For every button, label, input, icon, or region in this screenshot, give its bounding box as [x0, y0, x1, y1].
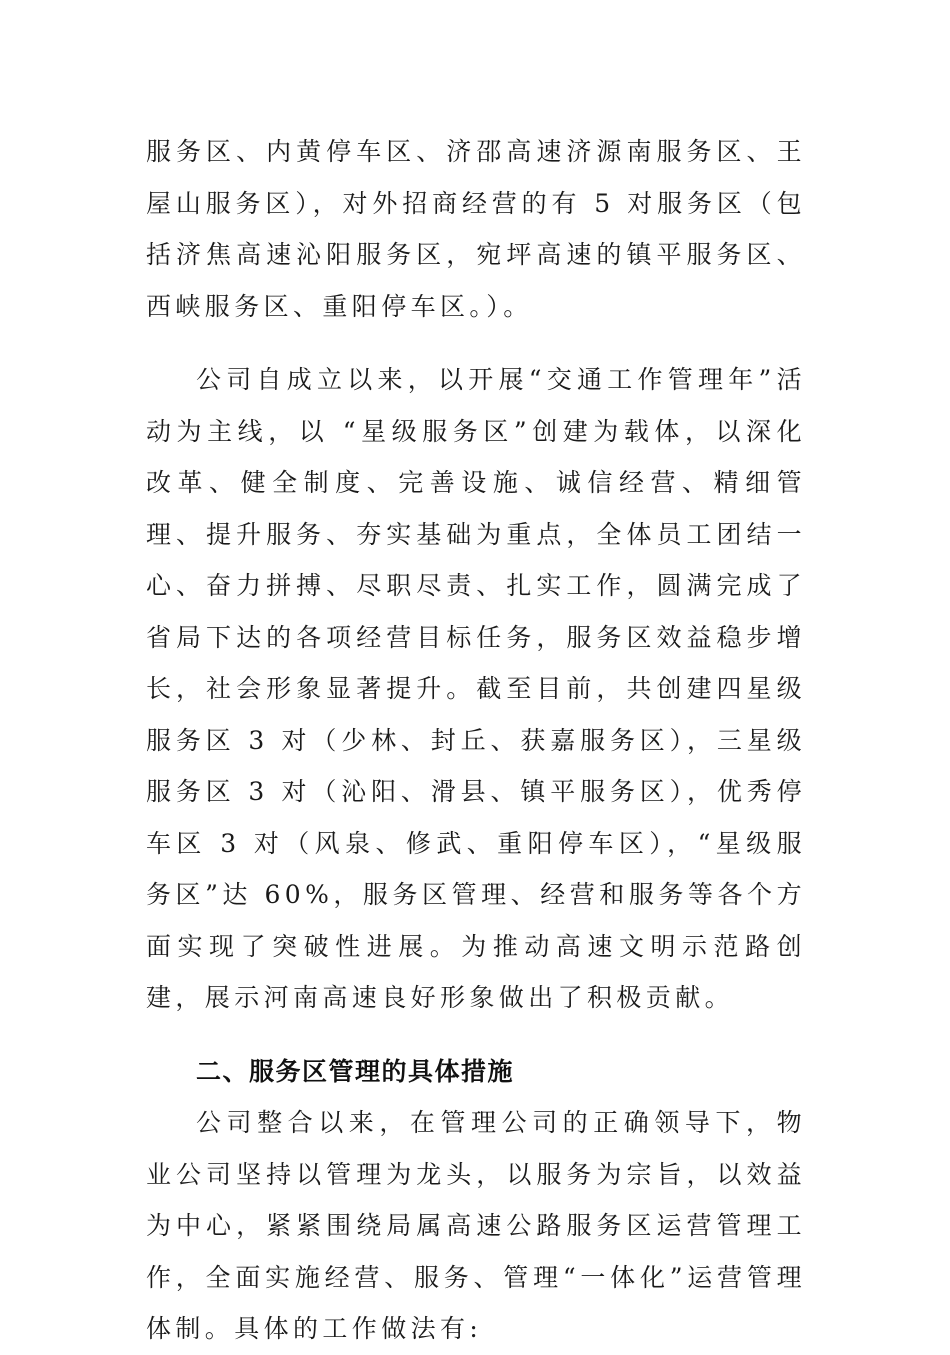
paragraph-company-overview: 公司自成立以来，以开展“交通工作管理年”活动为主线，以 “星级服务区”创建为载体，以深化改革、健全制度、完善设施、诚信经营、精细管理、提升服务、夯实基础为重点，全体员工团结一心、奋力拼搏、尽职尽责、扎实工作，圆满完成了省局下达的各项经营目标任务，服务区效益稳步增长，社会形象显著提升。截至目前，共创建四星级服务区 3 对（少林、封丘、获嘉服务区），三星级服务区 3 对（沁阳、滑县、镇平服务区），优秀停车区 3 对（风泉、修武、重阳停车区），“星级服务区”达 60%，服务区管理、经营和服务等各个方面实现了突破性进展。为推动高速文明示范路创建，展示河南高速良好形象做出了积极贡献。 [146, 365, 806, 1012]
paragraph-continuation: 服务区、内黄停车区、济邵高速济源南服务区、王屋山服务区），对外招商经营的有 5 对服务区（包括济焦高速沁阳服务区，宛坪高速的镇平服务区、西峡服务区、重阳停车区。）。 [146, 137, 806, 321]
paragraph-management-measures: 公司整合以来，在管理公司的正确领导下，物业公司坚持以管理为龙头，以服务为宗旨，以效益为中心，紧紧围绕局属高速公路服务区运营管理工作，全面实施经营、服务、管理“一体化”运营管理体制。具体的工作做法有: [146, 1108, 806, 1343]
paragraph-gap [146, 332, 806, 354]
document-body [146, 126, 806, 1355]
section-heading: 二、服务区管理的具体措施 [196, 1056, 515, 1086]
paragraph-gap [146, 1024, 806, 1046]
